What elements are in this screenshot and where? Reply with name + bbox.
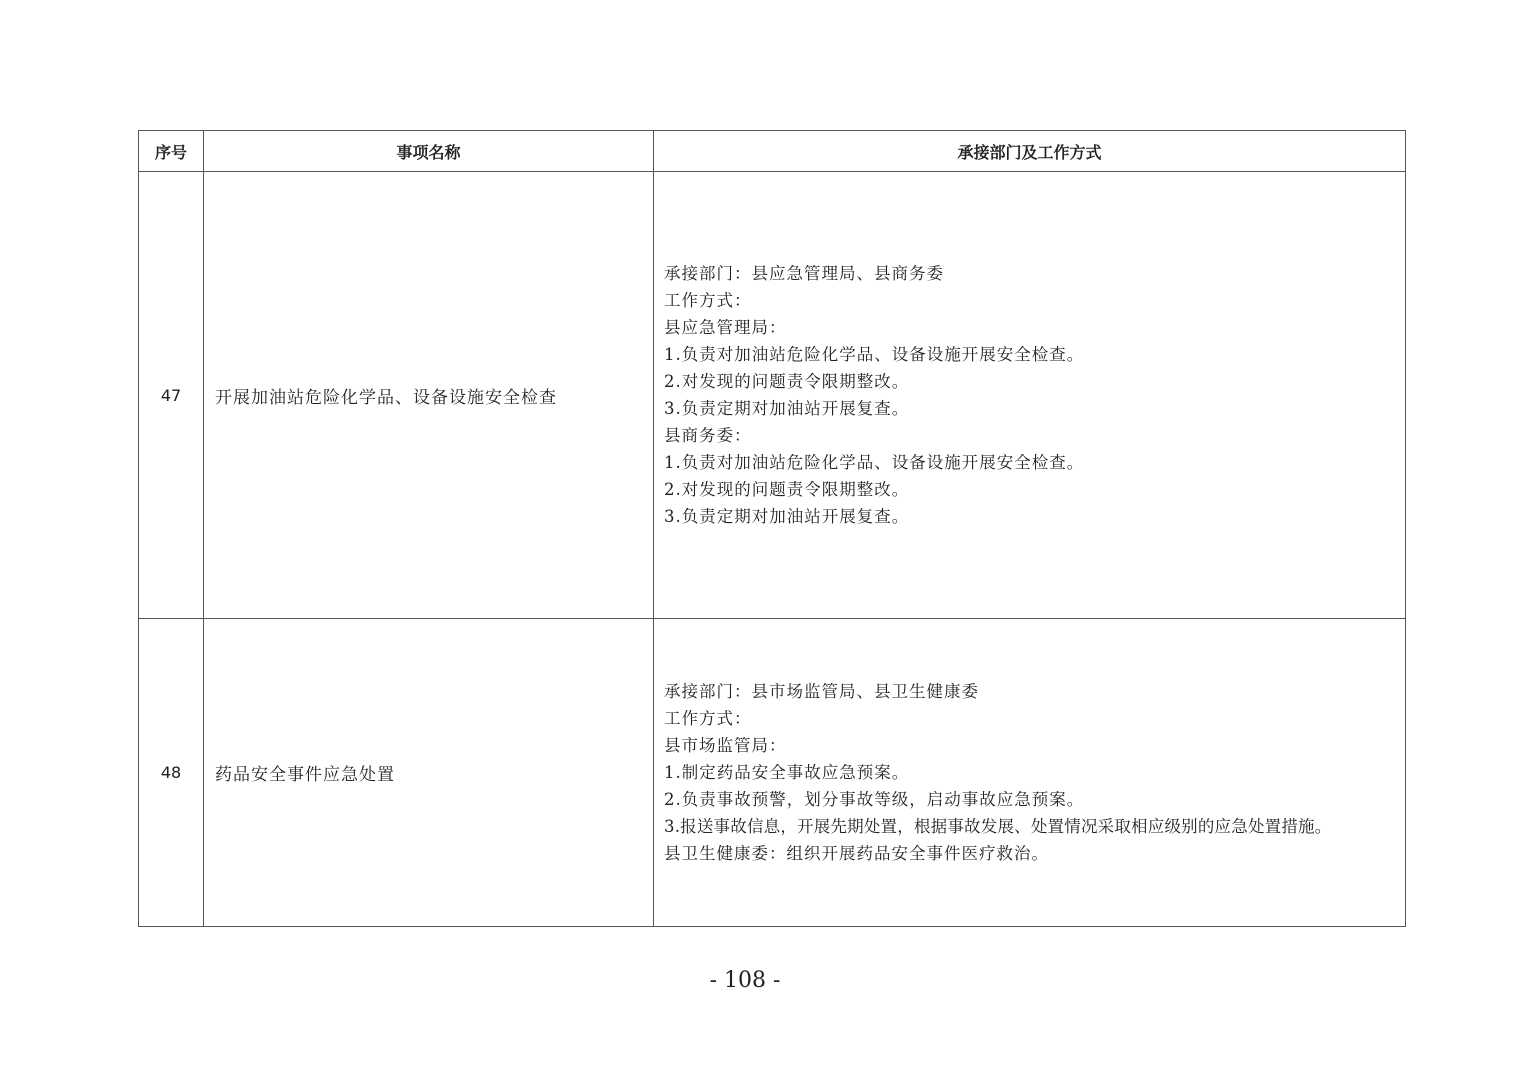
table-row: [139, 619, 1406, 927]
dept-line: 1.负责对加油站危险化学品、设备设施开展安全检查。: [664, 453, 1085, 473]
header-row: [139, 131, 1406, 172]
table-row: [139, 172, 1406, 619]
dept-line: 县应急管理局：: [664, 317, 787, 337]
dept-line: 1.制定药品安全事故应急预案。: [664, 762, 910, 782]
table-header: [139, 131, 1406, 172]
dept-line: 1.负责对加油站危险化学品、设备设施开展安全检查。: [664, 344, 1085, 364]
dept-line: 3.报送事故信息，开展先期处置，根据事故发展、处置情况采取相应级别的应急处置措施。: [664, 817, 1332, 837]
header-name: 事项名称: [204, 131, 654, 172]
dept-line: 2.对发现的问题责令限期整改。: [664, 371, 910, 391]
table-body: [139, 172, 1406, 927]
dept-line: 县市场监管局：: [664, 735, 787, 755]
items-table: [138, 130, 1406, 927]
page-number: - 108 -: [709, 968, 781, 993]
dept-line: 承接部门：县应急管理局、县商务委: [664, 263, 944, 283]
dept-line: 2.负责事故预警，划分事故等级，启动事故应急预案。: [664, 790, 1085, 810]
row-number: 48: [139, 619, 204, 927]
dept-and-method: [654, 172, 1406, 619]
dept-line: 2.对发现的问题责令限期整改。: [664, 480, 910, 500]
dept-line: 3.负责定期对加油站开展复查。: [664, 507, 910, 527]
item-name: 开展加油站危险化学品、设备设施安全检查: [204, 172, 654, 619]
dept-and-method: [654, 619, 1406, 927]
dept-line: 工作方式：: [664, 708, 752, 728]
header-no: 序号: [139, 131, 204, 172]
header-dept: 承接部门及工作方式: [654, 131, 1406, 172]
dept-line: 县商务委：: [664, 426, 752, 446]
row-number: 47: [139, 172, 204, 619]
dept-line: 县卫生健康委：组织开展药品安全事件医疗救治。: [664, 844, 1049, 864]
dept-line: 3.负责定期对加油站开展复查。: [664, 399, 910, 418]
dept-line: 承接部门：县市场监管局、县卫生健康委: [664, 681, 979, 701]
item-name: 药品安全事件应急处置: [204, 619, 654, 927]
dept-line: 工作方式：: [664, 290, 752, 310]
